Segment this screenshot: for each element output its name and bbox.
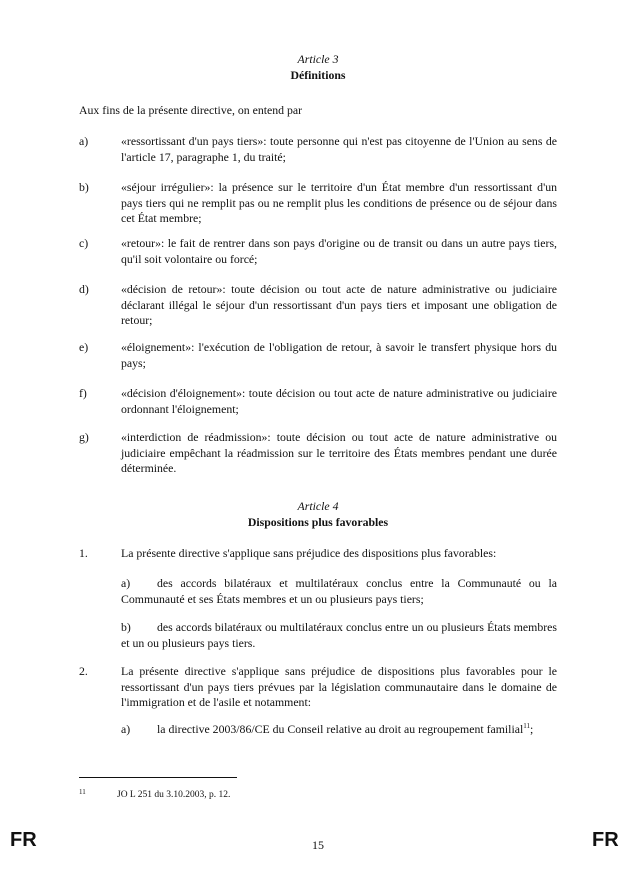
definition-label: f) <box>79 386 87 400</box>
definition-text: «retour»: le fait de rentrer dans son pays d'origine ou de transit ou dans un autre pays tiers, qu'il soit volontaire ou forcé; <box>121 236 557 266</box>
item-text-end: ; <box>530 722 534 736</box>
footnote-separator <box>79 777 237 778</box>
item-text: la directive 2003/86/CE du Conseil relative au droit au regroupement familial <box>157 722 524 736</box>
footnote-reference[interactable]: 11 <box>523 722 531 731</box>
definition-c <box>79 236 557 267</box>
definition-text: «décision de retour»: toute décision ou tout acte de nature administrative ou judiciaire déclarant illégal le séjour d'un ressortissant d'un pays tiers et imposant une obligation de retour; <box>121 282 557 327</box>
article-4-paragraph-2 <box>79 664 557 711</box>
item-text: des accords bilatéraux et multilatéraux conclus entre la Communauté ou la Communauté et ses États membres et un ou plusieurs pays tiers; <box>121 576 557 606</box>
definition-label: d) <box>79 282 89 296</box>
paragraph-1-item-b <box>121 620 557 651</box>
article-3-heading <box>0 52 636 83</box>
paragraph-label: 1. <box>79 546 88 560</box>
definition-a <box>79 134 557 165</box>
item-text: des accords bilatéraux ou multilatéraux conclus entre un ou plusieurs États membres et un ou plusieurs pays tiers. <box>121 620 557 650</box>
definition-text: «séjour irrégulier»: la présence sur le territoire d'un État membre d'un ressortissant d'un pays tiers qui ne remplit pas ou ne remplit plus les conditions de présence ou de séjour dans cet État membre; <box>121 180 557 225</box>
footnote-text: JO L 251 du 3.10.2003, p. 12. <box>117 790 231 800</box>
definition-label: e) <box>79 340 89 354</box>
footnote-number: 11 <box>79 788 86 796</box>
footnote <box>79 789 230 801</box>
definition-text: «ressortissant d'un pays tiers»: toute personne qui n'est pas citoyenne de l'Union au sens de l'article 17, paragraphe 1, du traité; <box>121 134 557 164</box>
definition-label: c) <box>79 236 89 250</box>
page-number: 15 <box>312 838 324 852</box>
article-3-intro: Aux fins de la présente directive, on entend par <box>79 103 303 117</box>
definition-b <box>79 180 557 227</box>
article-4-paragraph-1 <box>79 546 557 562</box>
paragraph-1-item-a <box>121 576 557 607</box>
article-4-title: Article 4 <box>297 499 339 513</box>
definition-text: «décision d'éloignement»: toute décision ou tout acte de nature administrative ou judiciaire ordonnant l'éloignement; <box>121 386 557 416</box>
definition-label: a) <box>79 134 89 148</box>
definition-label: g) <box>79 430 89 444</box>
item-label: a) <box>121 722 131 736</box>
paragraph-text: La présente directive s'applique sans préjudice de dispositions plus favorables pour le ressortissant d'un pays tiers prévues par la législation communautaire dans le domaine de l'immigration et de l'asile et notamment: <box>121 664 557 709</box>
definition-f <box>79 386 557 417</box>
paragraph-2-item-a <box>121 722 557 738</box>
article-4-subtitle: Dispositions plus favorables <box>247 514 389 529</box>
article-3-title: Article 3 <box>297 52 339 66</box>
definition-d <box>79 282 557 329</box>
definition-label: b) <box>79 180 89 194</box>
definition-text: «éloignement»: l'exécution de l'obligation de retour, à savoir le transfert physique hors du pays; <box>121 340 557 370</box>
item-label: a) <box>121 576 131 590</box>
language-code-left: FR <box>10 829 37 851</box>
item-label: b) <box>121 620 131 634</box>
language-code-right: FR <box>592 829 619 851</box>
definition-g <box>79 430 557 477</box>
paragraph-label: 2. <box>79 664 88 678</box>
definition-text: «interdiction de réadmission»: toute décision ou tout acte de nature administrative ou judiciaire empêchant la réadmission sur le territoire des États membres pendant une durée déterminée. <box>121 430 557 475</box>
article-4-heading <box>0 499 636 530</box>
paragraph-text: La présente directive s'applique sans préjudice des dispositions plus favorables: <box>121 546 497 560</box>
definition-e <box>79 340 557 371</box>
article-3-subtitle: Définitions <box>290 67 346 82</box>
